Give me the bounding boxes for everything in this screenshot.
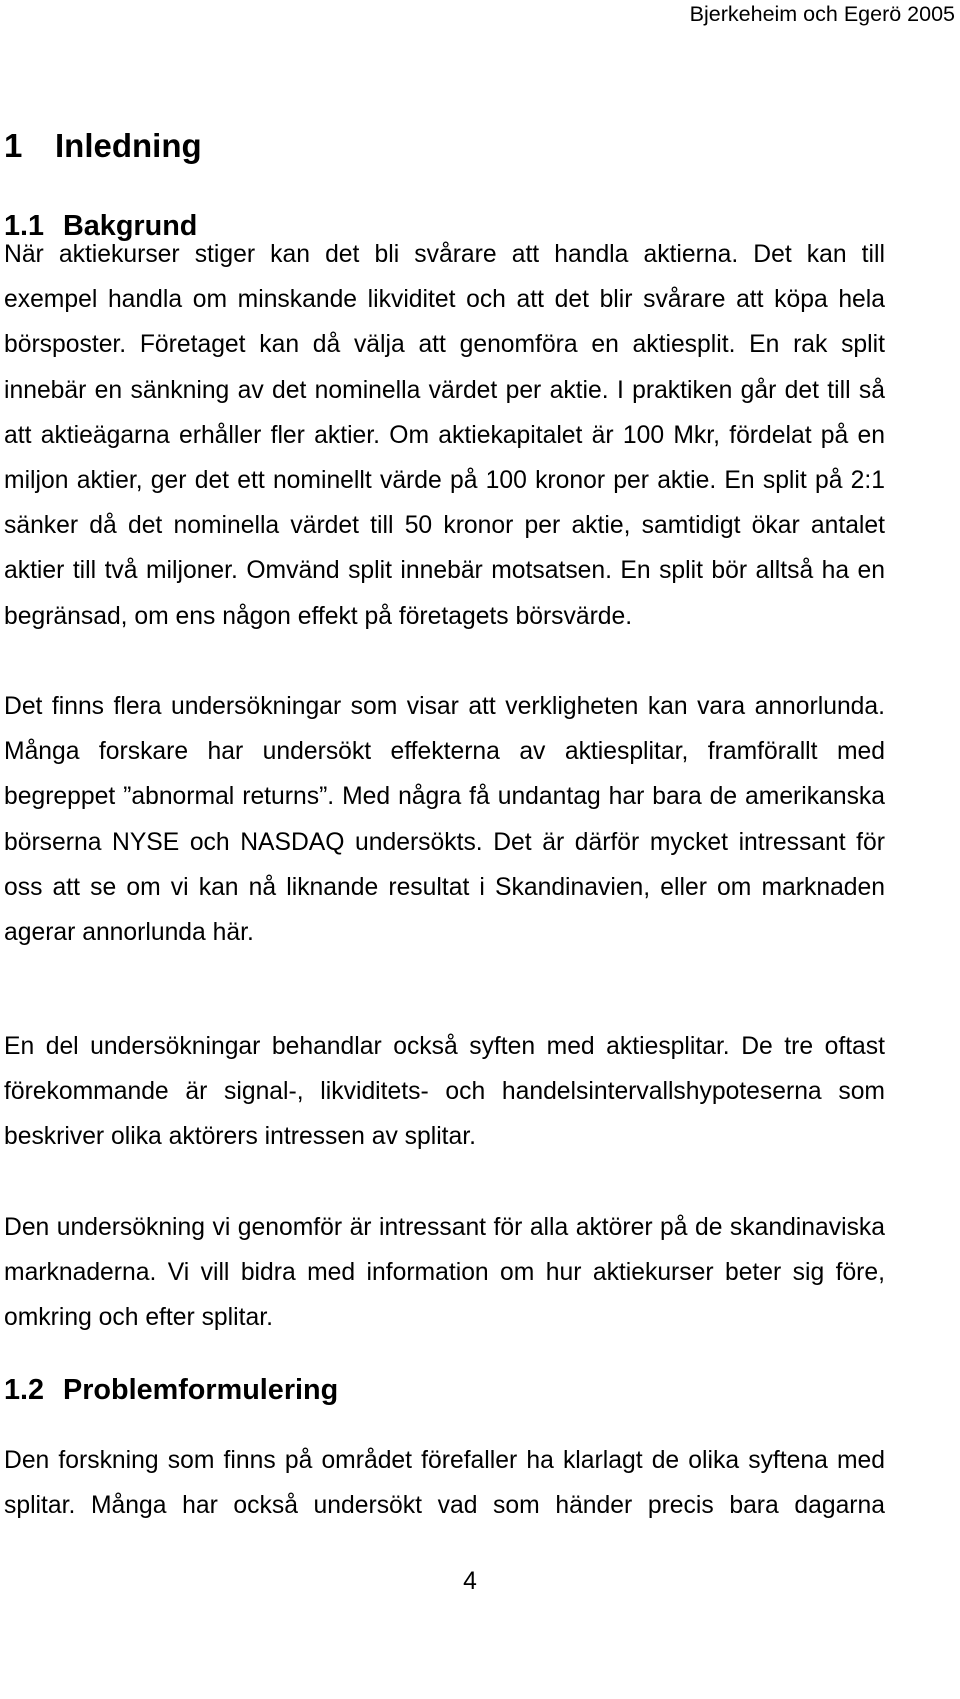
- text-line: splitar. Många har också undersökt vad som händer precis bara dagarna: [4, 1492, 885, 1520]
- chapter-title: Inledning: [55, 127, 202, 164]
- text-line: oss att se om vi kan nå liknande resultat i Skandinavien, eller om marknaden: [4, 873, 885, 901]
- text-line: Den undersökning vi genomför är intressant för alla aktörer på de skandinaviska: [4, 1214, 885, 1241]
- text-line: innebär en sänkning av det nominella värdet per aktie. I praktiken går det till så: [4, 376, 885, 404]
- text-line: börsposter. Företaget kan då välja att genomföra en aktiesplit. En rak split: [4, 331, 885, 359]
- chapter-number: 1: [4, 127, 23, 164]
- text-line: Det finns flera undersökningar som visar att verkligheten kan vara annorlunda.: [4, 693, 885, 720]
- chapter-heading: [4, 126, 424, 166]
- section-heading-problemformulering: [4, 1372, 604, 1408]
- text-line: börserna NYSE och NASDAQ undersökts. Det är därför mycket intressant för: [4, 828, 885, 856]
- text-line: förekommande är signal-, likviditets- och handelsintervallshypoteserna som: [4, 1078, 885, 1106]
- page-number: 4: [463, 1568, 477, 1595]
- running-head: Bjerkeheim och Egerö 2005: [689, 2, 955, 26]
- text-line: omkring och efter splitar.: [4, 1304, 273, 1332]
- paragraph: [4, 232, 885, 639]
- text-line: När aktiekurser stiger kan det bli svårare att handla aktierna. Det kan till: [4, 241, 885, 268]
- paragraph: [4, 1024, 885, 1160]
- section-title: Problemformulering: [63, 1374, 339, 1406]
- paragraph: [4, 1205, 885, 1341]
- section-number: 1.2: [4, 1374, 45, 1406]
- text-line: begreppet ”abnormal returns”. Med några få undantag har bara de amerikanska: [4, 783, 885, 811]
- text-line: sänker då det nominella värdet till 50 kronor per aktie, samtidigt ökar antalet: [4, 512, 885, 540]
- text-line: marknaderna. Vi vill bidra med information om hur aktiekurser beter sig före,: [4, 1259, 885, 1287]
- text-line: exempel handla om minskande likviditet och att det blir svårare att köpa hela: [4, 286, 885, 314]
- text-line: agerar annorlunda här.: [4, 918, 254, 946]
- paragraph: [4, 1438, 885, 1528]
- text-line: att aktieägarna erhåller fler aktier. Om aktiekapitalet är 100 Mkr, fördelat på en: [4, 421, 885, 449]
- text-line: begränsad, om ens någon effekt på företagets börsvärde.: [4, 602, 633, 630]
- section-number: 1.1: [4, 210, 45, 242]
- text-line: beskriver olika aktörers intressen av splitar.: [4, 1123, 476, 1151]
- text-line: En del undersökningar behandlar också syften med aktiesplitar. De tre oftast: [4, 1033, 885, 1060]
- text-line: aktier till två miljoner. Omvänd split innebär motsatsen. En split bör alltså ha en: [4, 557, 885, 585]
- text-line: miljon aktier, ger det ett nominellt värde på 100 kronor per aktie. En split på 2:1: [4, 466, 885, 494]
- text-line: Den forskning som finns på området förefaller ha klarlagt de olika syftena med: [4, 1447, 885, 1474]
- paragraph: [4, 684, 885, 955]
- section-title: Bakgrund: [63, 210, 198, 242]
- text-line: Många forskare har undersökt effekterna av aktiesplitar, framförallt med: [4, 738, 885, 766]
